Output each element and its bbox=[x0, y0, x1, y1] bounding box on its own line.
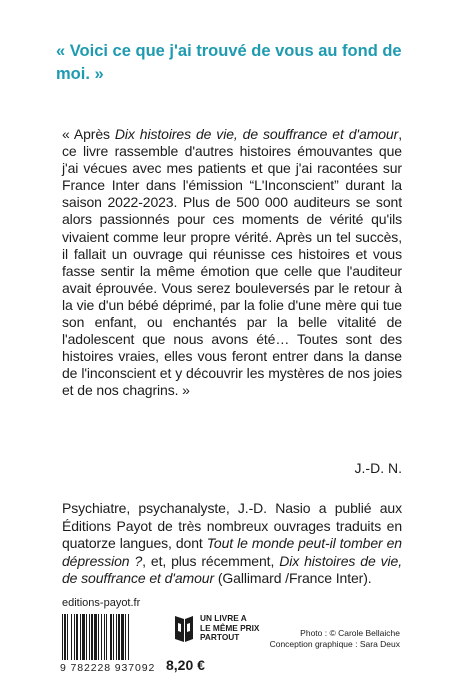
barcode-icon bbox=[60, 614, 160, 662]
isbn-number: 9 782228 937092 bbox=[60, 662, 156, 674]
price: 8,20 € bbox=[166, 657, 205, 673]
author-bio bbox=[62, 500, 402, 588]
back-cover-quote: « Voici ce que j'ai trouvé de vous au fond de moi. » bbox=[56, 42, 402, 83]
book-price-label bbox=[200, 614, 270, 643]
photo-credit: Photo : © Carole Bellaiche bbox=[300, 628, 400, 638]
blurb-paragraph bbox=[62, 126, 402, 400]
credits bbox=[270, 628, 400, 650]
badge-line-2: LE MÊME PRIX bbox=[200, 622, 260, 633]
bio-text-end: (Gallimard /France Inter). bbox=[214, 570, 372, 587]
design-credit: Conception graphique : Sara Deux bbox=[269, 639, 400, 649]
blurb-text-rest: , ce livre rassemble d'autres histoires émouvantes que j'ai vécues avec mes patients et que j'ai racontées sur France Inter dans l'émission “L'Inconscient” durant la saison 2022-2023. Plus de 500 000 auditeurs se sont alors passionnés pour ces moments de vérité qu'ils vivaient comme leur propre vérité. Après un tel succès, il fallait un ouvrage qui réunisse ces histoires et vous fasse sentir la même émotion que celle que l'auditeur avait éprouvée. Vous serez bouleversés par le retour à la vie d'un bébé déprimé, par la folie d'une mère qui tue son enfant, ou enchantés par la belle vitalité de l'adolescent que nous avons été… Toutes sont des histoires vraies, elles vous feront entrer dans la danse de l'inconscient et y découvrir les mystères de nos joies et de nos chagrins. » bbox=[62, 126, 402, 399]
bio-book-title-1: Tout le monde peut-il tomber en dépression ? bbox=[62, 535, 402, 569]
bio-text-start: Psychiatre, psychanalyste, J.-D. Nasio a publié aux Éditions Payot de très nombreux ouvrages traduits en quatorze langues, dont bbox=[62, 500, 402, 552]
bio-book-title-2: Dix histoires de vie, de souffrance et d'amour bbox=[62, 552, 402, 587]
publisher-website: editions-payot.fr bbox=[62, 597, 141, 609]
blurb-text-start: « Après bbox=[62, 126, 115, 142]
book-price-icon bbox=[173, 614, 195, 644]
barcode bbox=[60, 614, 160, 664]
badge-line-3: PARTOUT bbox=[200, 632, 240, 642]
bio-text-middle: , et, plus récemment, bbox=[142, 552, 280, 569]
book-title-reference: Dix histoires de vie, de souffrance et d'amour bbox=[114, 126, 399, 142]
badge-line-1: UN LIVRE A bbox=[200, 613, 247, 623]
author-signature: J.-D. N. bbox=[354, 460, 402, 476]
